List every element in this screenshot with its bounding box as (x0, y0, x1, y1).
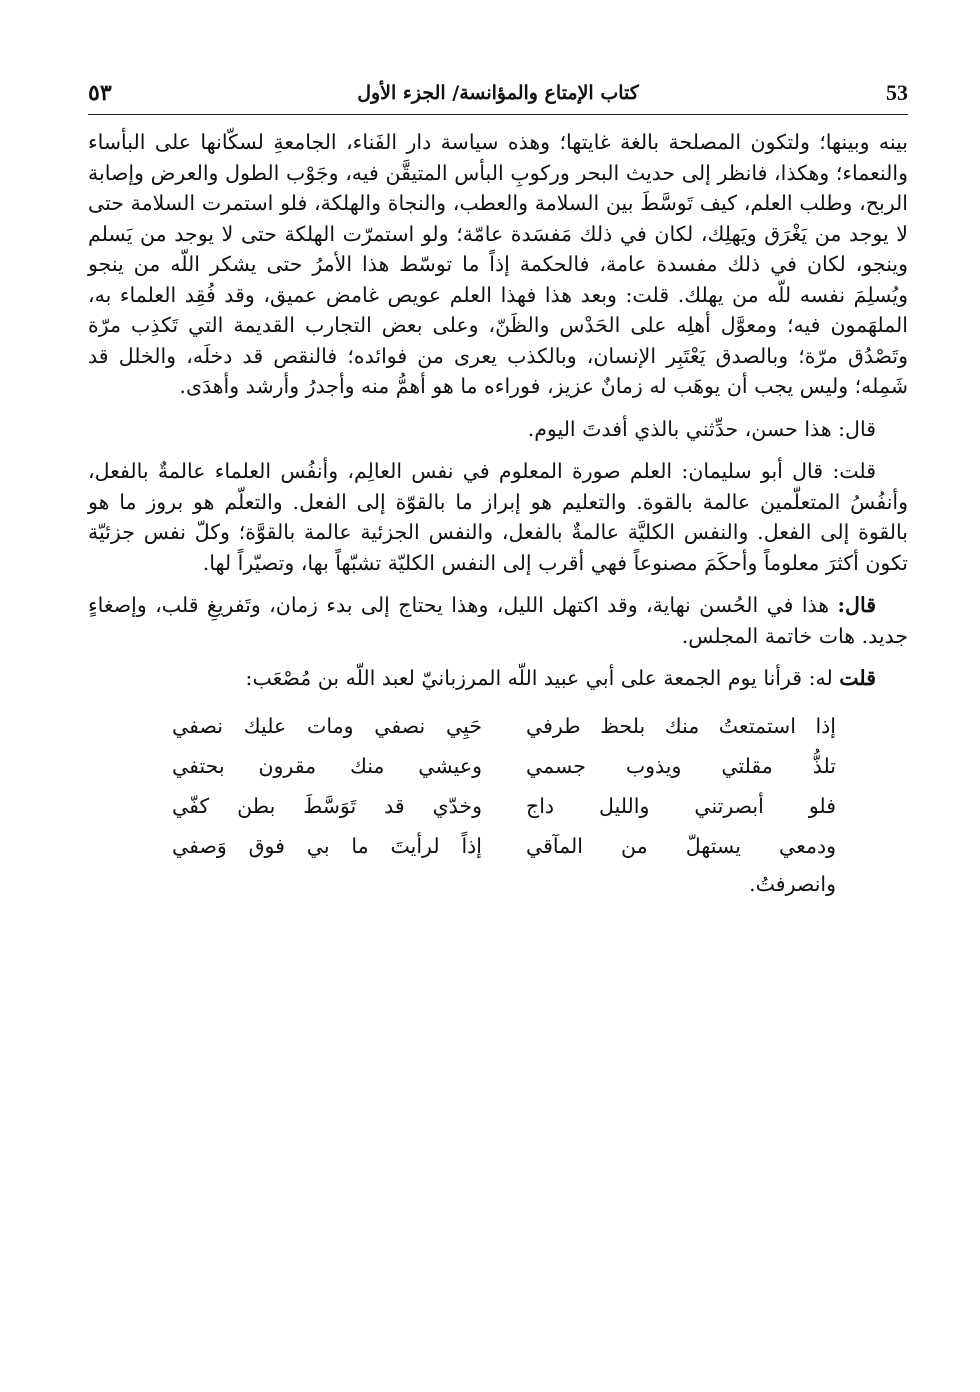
book-page (88, 70, 908, 896)
running-title: كتاب الإمتاع والمؤانسة/ الجزء الأول (357, 82, 639, 104)
closing-line: وانصرفتُ. (749, 871, 836, 896)
paragraph-lead-word: قال: (837, 593, 876, 617)
poem-verse (88, 786, 836, 826)
running-header (88, 70, 908, 115)
paragraph-3 (88, 456, 908, 578)
verse-first-hemistich: تلذُّ مقلتي ويذوب جسمي (526, 753, 836, 778)
paragraph-5 (88, 663, 908, 694)
page-number-arabic: ٥٣ (88, 80, 112, 106)
poem (88, 706, 908, 866)
poem-verse (88, 826, 836, 866)
body-text (88, 127, 908, 694)
poem-verse (88, 706, 836, 746)
paragraph-1 (88, 127, 908, 402)
paragraph-4 (88, 590, 908, 651)
verse-second-hemistich: وخدّي قد تَوَسَّطَ بطن كفّي (172, 793, 482, 818)
paragraph-text: له: قرأنا يوم الجمعة على أبي عبيد اللّه المرزبانيّ لعبد اللّه بن مُصْعَب: (245, 666, 840, 690)
verse-first-hemistich: فلو أبصرتني والليل داج (526, 793, 836, 818)
paragraph-text: بينه وبينها؛ ولتكون المصلحة بالغة غايتها؛ وهذه سياسة دار الفَناء، الجامعةِ لسكّانها على البأساء والنعماء؛ وهكذا، فانظر إلى حديث البحر وركوبِ البأس المتيقَّن فيه، وجَوْب الطول والعرض وإصابة الربح، وطلب العلم، كيف تَوسَّطَ بين السلامة والعطب، والنجاة والهلكة، فلو استمرت السلامة حتى لا يوجد من يَغْرَق ويَهلِك، لكان في ذلك مَفسَدة عامّة؛ ولو استمرّت الهلكة حتى لا يوجد من يَسلم وينجو، لكان في ذلك مفسدة عامة، فالحكمة إذاً ما توسّط هذا الأمرُ حتى يشكر اللّه من ينجو ويُسلِمَ نفسه للّه من يهلك. قلت: وبعد هذا فهذا العلم عويص غامض عميق، وقد فُقِد العلماء به، الملهَمون فيه؛ ومعوَّل أهلِه على الحَدْس والظَنّ، وعلى بعض التجارب القديمة التي تَكذِب مرّة وتَصْدُق مرّة؛ وبالصدق يَعْتَبِر الإنسان، وبالكذب يعرى من فوائده؛ فالنقص قد دخلَه، والخلل قد شَمِله؛ وليس يجب أن يوهَب له زمانٌ عزيز، فوراءه ما هو أهمُّ منه وأجدرُ وأرشد وأهدَى. (88, 130, 908, 398)
paragraph-2 (88, 414, 908, 445)
paragraph-text: قال: هذا حسن، حدِّثني بالذي أفدتَ اليوم. (527, 416, 876, 441)
poem-verse (88, 746, 836, 786)
verse-first-hemistich: إذا استمتعتُ منك بلحظ طرفي (526, 713, 836, 738)
verse-second-hemistich: حَيِي نصفي ومات عليك نصفي (172, 713, 482, 738)
paragraph-text: قلت: قال أبو سليمان: العلم صورة المعلوم في نفس العالِم، وأنفُس العلماء عالمةٌ بالفعل، وأنفُسُ المتعلّمين عالمة بالقوة. والتعليم هو إبراز ما بالقوّة إلى الفعل. والتعلّم هو بروز ما هو بالقوة إلى الفعل. والنفس الكليَّة عالمةٌ بالفعل، والنفس الجزئية عالمة بالقوَّة؛ وكلّ نفس جزئيّة تكون أكثرَ معلوماً وأحكَمَ مصنوعاً فهي أقرب إلى النفس الكليّة تشبّهاً بها، وتصيّراً لها. (88, 459, 908, 575)
paragraph-lead-word: قلت (839, 666, 876, 690)
verse-second-hemistich: وعيشي منك مقرون بحتفي (172, 753, 482, 778)
page-number-latin: 53 (886, 80, 908, 105)
verse-second-hemistich: إذاً لرأيتَ ما بي فوق وَصفي (172, 833, 482, 858)
paragraph-text: هذا في الحُسن نهاية، وقد اكتهل الليل، وهذا يحتاج إلى بدء زمان، وتَفريغِ قلب، وإصغاءٍ جديد. هات خاتمة المجلس. (88, 593, 908, 648)
verse-first-hemistich: ودمعي يستهلّ من المآقي (526, 833, 836, 858)
